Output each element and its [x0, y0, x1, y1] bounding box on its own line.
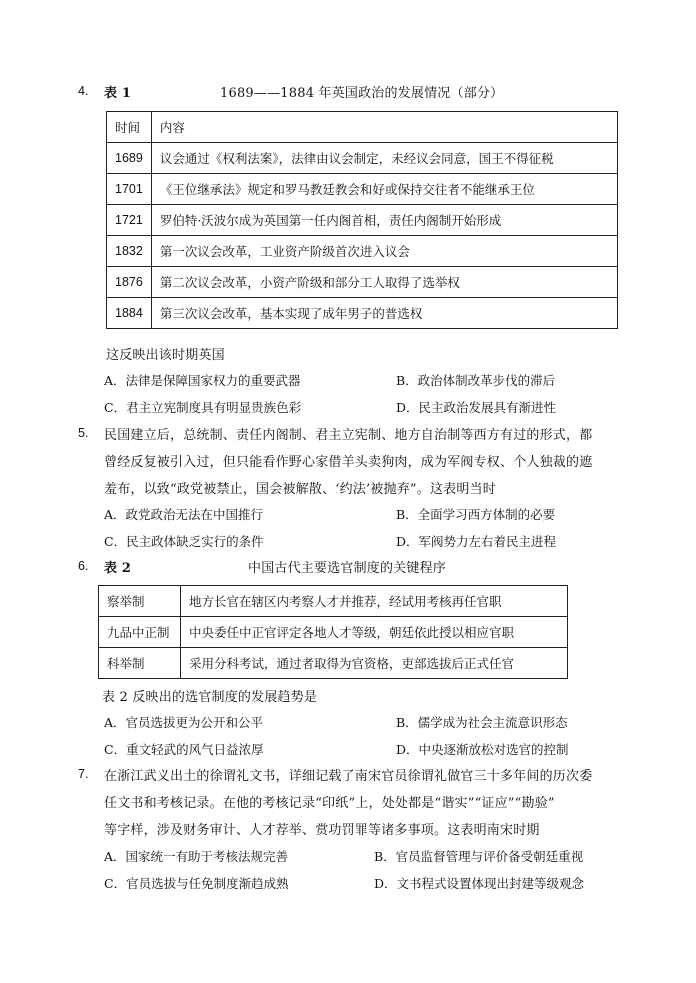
system-name-cell: 九品中正制: [99, 617, 181, 648]
question-text-line: 曾经反复被引入过，但只能看作野心家借羊头卖狗肉，成为军阀专权、个人独裁的遮: [104, 455, 593, 470]
option-c[interactable]: C．君主立宪制度具有明显贵族色彩: [104, 400, 302, 415]
question-text-line: 民国建立后，总统制、责任内阁制、君主立宪制、地方自治制等西方有过的形式，都: [104, 428, 593, 443]
content-cell: 罗伯特·沃波尔成为英国第一任内阁首相，责任内阁制开始形成: [151, 205, 617, 236]
question-number: 6.: [78, 559, 89, 573]
content-cell: 第二次议会改革，小资产阶级和部分工人取得了选举权: [151, 267, 617, 298]
question-number: 5.: [78, 426, 89, 440]
content-cell: 议会通过《权利法案》，法律由议会制定，未经议会同意，国王不得征税: [151, 143, 617, 174]
table-row: [107, 174, 618, 205]
option-a[interactable]: A．法律是保障国家权力的重要武器: [104, 373, 301, 388]
year-cell: 1721: [107, 205, 152, 236]
year-cell: 1832: [107, 236, 152, 267]
table-row: [107, 205, 618, 236]
table-uk-politics: [106, 111, 618, 329]
question-number: 4.: [78, 84, 89, 98]
table-selection-systems: [98, 585, 568, 679]
table-row: [99, 648, 568, 679]
option-d[interactable]: D．中央逐渐放松对选官的控制: [396, 742, 569, 757]
question-text-line: 任文书和考核记录。在他的考核记录“印纸”上，处处都是“谐实”“证应”“勘验”: [104, 796, 555, 811]
option-d[interactable]: D．文书程式设置体现出封建等级观念: [374, 876, 585, 891]
question-stem: 这反映出该时期英国: [106, 348, 225, 363]
option-a[interactable]: A．政党政治无法在中国推行: [104, 507, 264, 522]
table-label: 表 1: [104, 86, 132, 101]
option-c[interactable]: C．官员选拔与任免制度渐趋成熟: [104, 876, 289, 891]
option-b[interactable]: B．儒学成为社会主流意识形态: [396, 715, 568, 730]
option-c[interactable]: C．民主政体缺乏实行的条件: [104, 534, 264, 549]
question-stem: 表 2 反映出的选官制度的发展趋势是: [102, 690, 318, 705]
table-title: 1689——1884 年英国政治的发展情况（部分）: [220, 86, 504, 101]
question-number: 7.: [78, 767, 89, 781]
content-cell: 第三次议会改革，基本实现了成年男子的普选权: [151, 298, 617, 329]
header-cell: 时间: [107, 112, 152, 143]
option-a[interactable]: A．官员选拔更为公开和公平: [104, 715, 264, 730]
system-name-cell: 科举制: [99, 648, 181, 679]
table-row: [99, 586, 568, 617]
option-b[interactable]: B．政治体制改革步伐的滞后: [396, 373, 556, 388]
option-d[interactable]: D．民主政治发展具有渐进性: [396, 400, 557, 415]
year-cell: 1701: [107, 174, 152, 205]
question-text-line: 在浙江武义出土的徐谓礼文书，详细记载了南宋官员徐谓礼做官三十多年间的历次委: [104, 769, 593, 784]
content-cell: 第一次议会改革，工业资产阶级首次进入议会: [151, 236, 617, 267]
table-row: [107, 298, 618, 329]
table-row: [107, 143, 618, 174]
procedure-cell: 中央委任中正官评定各地人才等级，朝廷依此授以相应官职: [181, 617, 568, 648]
question-text-line: 等字样，涉及财务审计、人才荐举、赏功罚罪等诸多事项。这表明南宋时期: [104, 823, 540, 838]
system-name-cell: 察举制: [99, 586, 181, 617]
year-cell: 1884: [107, 298, 152, 329]
year-cell: 1876: [107, 267, 152, 298]
year-cell: 1689: [107, 143, 152, 174]
option-d[interactable]: D．军阀势力左右着民主进程: [396, 534, 557, 549]
table-title: 中国古代主要选官制度的关键程序: [248, 561, 447, 576]
procedure-cell: 地方长官在辖区内考察人才并推荐，经试用考核再任官职: [181, 586, 568, 617]
table-header-row: [107, 112, 618, 143]
option-b[interactable]: B．全面学习西方体制的必要: [396, 507, 556, 522]
option-c[interactable]: C．重文轻武的风气日益浓厚: [104, 742, 264, 757]
procedure-cell: 采用分科考试，通过者取得为官资格，吏部选拔后正式任官: [181, 648, 568, 679]
question-text-line: 羞布，以致“政党被禁止，国会被解散、‘约法’被抛弃”。这表明当时: [104, 482, 496, 497]
option-a[interactable]: A．国家统一有助于考核法规完善: [104, 849, 289, 864]
table-row: [99, 617, 568, 648]
table-label: 表 2: [104, 561, 132, 576]
header-cell: 内容: [151, 112, 617, 143]
content-cell: 《王位继承法》规定和罗马教廷教会和好或保持交往者不能继承王位: [151, 174, 617, 205]
option-b[interactable]: B．官员监督管理与评价备受朝廷重视: [374, 849, 584, 864]
table-row: [107, 236, 618, 267]
table-row: [107, 267, 618, 298]
